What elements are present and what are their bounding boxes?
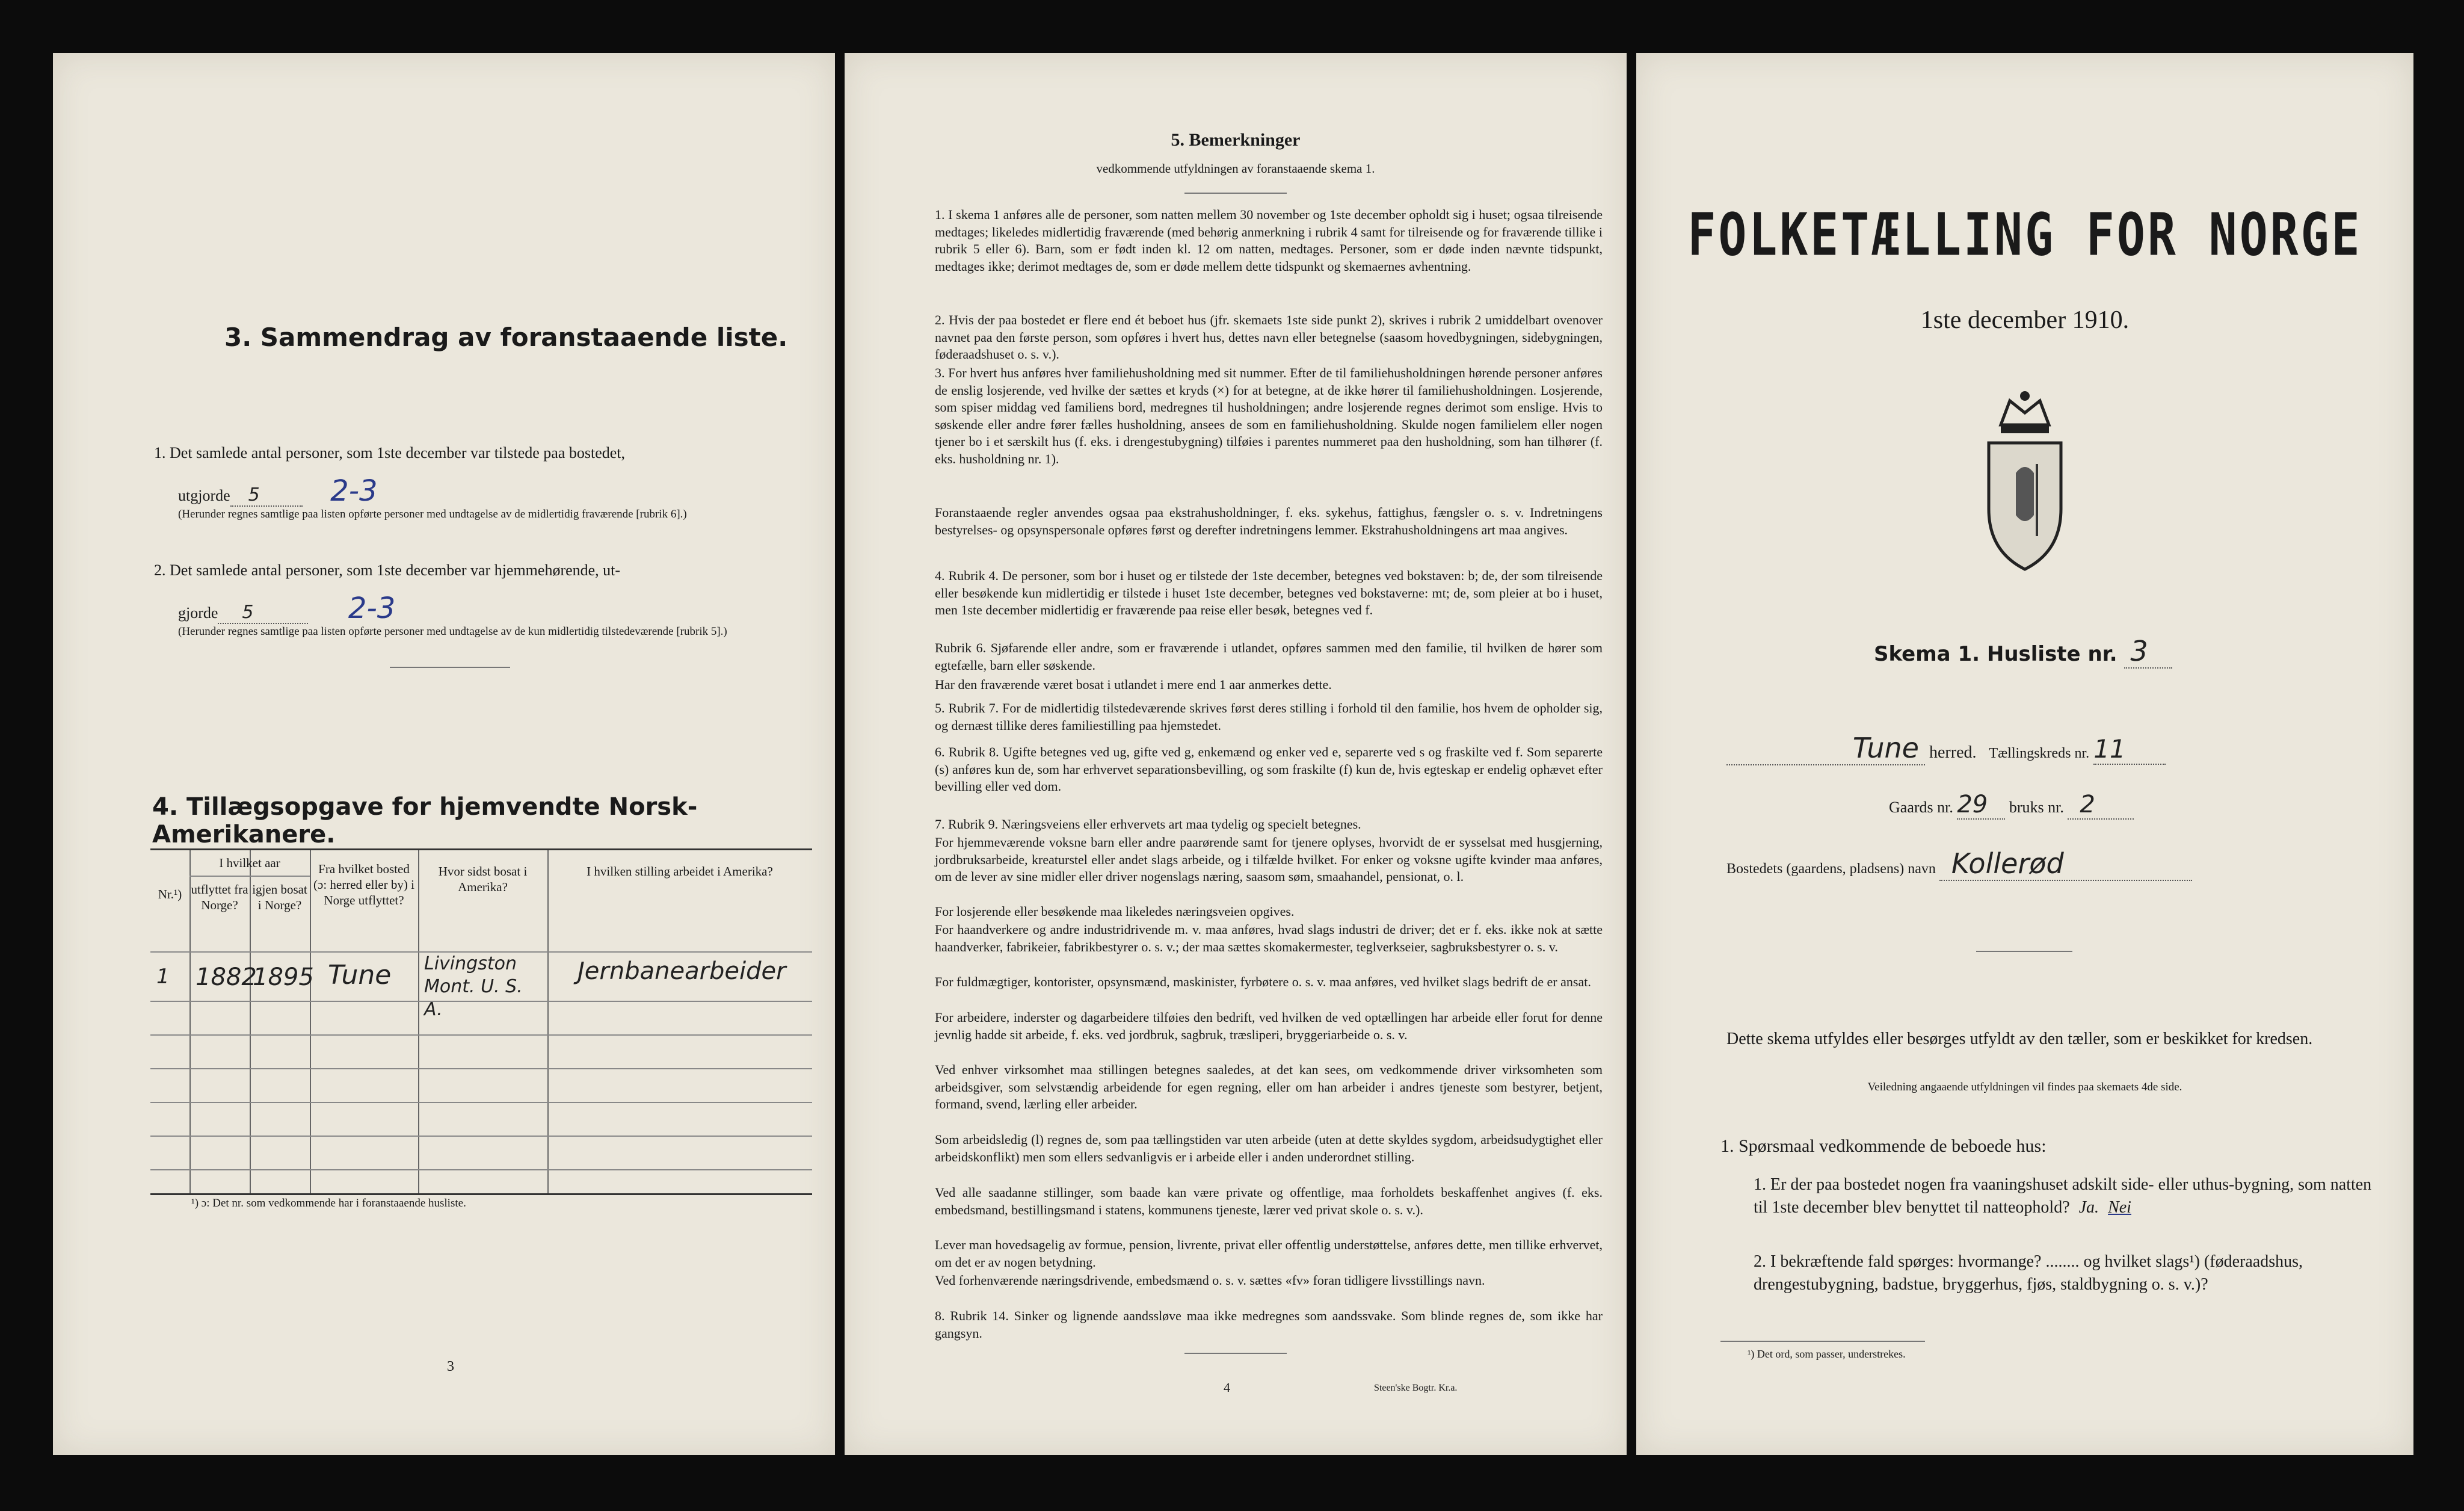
- bosted-line: [1726, 847, 2192, 881]
- header-emigrated: utflyttet fra Norge?: [191, 882, 248, 912]
- page-number: 3: [447, 1359, 454, 1374]
- schema-line: [1874, 635, 2172, 669]
- para-7f: Ved enhver virksomhet maa stillingen betegnes saaledes, at det kan sees, om vedkommende driver virksomheten som arbeidsgiver, som selvstændig arbeidende for egen regning, eller om han arbeider i andres tjeneste som bestyrer, betjent, formand, svend, lærling eller arbeider.: [935, 1062, 1603, 1111]
- row-returned: 1895: [253, 963, 314, 991]
- printer-mark: Steen'ske Bogtr. Kr.a.: [1374, 1383, 1458, 1393]
- row-line: [150, 1102, 812, 1103]
- para-6: 6. Rubrik 8. Ugifte betegnes ved ug, gifte ved g, enkemænd og enker ved e, separerte ved s og fraskilte ved f. Som separerte (s) anføres kun de, som har erhvervet separationsbevilling, og som fraskilte (f) kun de, hvis egteskap er endelig ophævet efter bevilling eller ved dom.: [935, 744, 1603, 794]
- header-from-place: Fra hvilket bosted (ɔ: herred eller by) i Norge utflyttet?: [313, 862, 414, 907]
- col-line: [418, 850, 419, 1193]
- para-5: 5. Rubrik 7. For de midlertidig tilstedeværende skrives først deres stilling i forhold til den familie, hos hvem de opholder sig, og dernæst tillike deres familiestilling paa hjemstedet.: [935, 700, 1603, 733]
- item2-handwritten: 2-3: [348, 592, 396, 625]
- divider: [1184, 193, 1287, 194]
- header-returned: igjen bosat i Norge?: [252, 882, 307, 912]
- bemerkninger-subtitle: vedkommende utfyldningen av foranstaaende skema 1.: [1096, 161, 1375, 176]
- col-line: [547, 850, 549, 1193]
- question-1-text: 1. Er der paa bostedet nogen fra vaaningshuset adskilt side- eller uthus-bygning, som natten til 1ste december blev benyttet til natteophold?: [1754, 1175, 2372, 1217]
- page-1-cover: [1636, 53, 2413, 1455]
- item1-label: utgjorde: [178, 487, 230, 504]
- para-7c: For haandverkere og andre industridrivende m. v. maa anføres, hvad slags industri de driver; det er f. eks. ikke nok at sætte haandverker, fabrikeier, fabrikbestyrer o. s. v.; der maa sættes skomakermester, teglverkseier, sagbruksbestyrer o. s. v.: [935, 922, 1603, 954]
- gaards-value: 29: [1957, 791, 1988, 818]
- bruks-value: 2: [2080, 791, 2095, 818]
- para-3: 3. For hvert hus anføres hver familiehusholdning med sit nummer. Efter de til familiehusholdningen hørende personer anføres de enslig losjerende, ved hvilke der sættes et kryds (×) for at betegne, at de ikke hører til familiehusholdningen. Losjerende, som spiser middag ved familiens bord, medregnes til husholdningen; andre losjerende regnes derimot som enslige. Hvis to søskende eller andre fører fælles husholdning, ansees de som en familiehusholdning. Skulde nogen familielem eller nogen tjener bo i et særskilt hus (f. eks. i drengestubygning) tilføies i parentes nummeret paa den husholdning, som han tilhører (f. eks. husholdning nr. 1).: [935, 365, 1603, 466]
- census-date: 1ste december 1910.: [1920, 306, 2130, 334]
- row-last-america: Livingston Mont. U. S. A.: [424, 953, 523, 1020]
- bruks-label: bruks nr.: [2009, 799, 2064, 816]
- husliste-nr: 3: [2130, 635, 2148, 667]
- header-position: I hvilken stilling arbeidet i Amerika?: [587, 864, 773, 879]
- bosted-value: Kollerød: [1951, 847, 2064, 880]
- para-7a: For hjemmeværende voksne barn eller andre paarørende samt for tjenere oplyses, hvorvidt de er sysselsat med husgjerning, jordbruksarbeide, kreaturstel eller andet slags arbeide, og i tilfælde hvilket. For enker og voksne ugifte kvinder maa anføres, om de lever av sine midler eller driver nogenslags næring, saasom søm, smaahandel, pensionat, o. l.: [935, 835, 1603, 884]
- item1-note: (Herunder regnes samtlige paa listen opførte personer med undtagelse av de midlertidig fraværende [rubrik 6].): [178, 508, 687, 521]
- row-from-place: Tune: [328, 960, 392, 990]
- question-heading: 1. Spørsmaal vedkommende de beboede hus:: [1720, 1136, 2047, 1156]
- para-1: 1. I skema 1 anføres alle de personer, som natten mellem 30 november og 1ste december opholdt sig i huset; ogsaa tilreisende medtages; likeledes midlertidig fraværende (med behørig anmerkning i rubrik 4 samt for tilreisende og for fraværende tillike i rubrik 5 eller 6). Barn, som er født inden kl. 12 om natten, medtages. Personer, som er døde inden nævnte tidspunkt, medtages ikke; derimot medtages de, som er døde mellem dette tidspunkt og skemaernes avhentning.: [935, 207, 1603, 274]
- page-number: 4: [1224, 1380, 1230, 1395]
- item2-note: (Herunder regnes samtlige paa listen opførte personer med undtagelse av de kun midlertidig tilstedeværende [rubrik 5].): [178, 625, 727, 638]
- item1-line: 1. Det samlede antal personer, som 1ste december var tilstede paa bostedet,: [154, 444, 626, 462]
- item1-handwritten: 2-3: [330, 474, 378, 508]
- divider: [390, 667, 510, 668]
- item1-value: 5: [248, 484, 260, 505]
- row-line: [150, 1068, 812, 1069]
- section-4-title: 4. Tillægsopgave for hjemvendte Norsk-Amerikanere.: [152, 793, 698, 848]
- gaards-line: [1889, 791, 2134, 820]
- para-7j: Ved forhenværende næringsdrivende, embedsmænd o. s. v. sættes «fv» foran tidligere livsstillings navn.: [935, 1273, 1485, 1288]
- col-line: [310, 850, 311, 1193]
- bemerkninger-title: 5. Bemerkninger: [1171, 130, 1301, 150]
- para-4-rubrik6: Rubrik 6. Sjøfarende eller andre, som er fraværende i utlandet, opføres sammen med den familie, til hvilken de hører som egtefælle, barn eller søskende.: [935, 640, 1603, 673]
- herred-label: herred.: [1929, 743, 1977, 762]
- schema-label: Skema 1. Husliste nr.: [1874, 642, 2118, 666]
- instruction: Dette skema utfyldes eller besørges utfyldt av den tæller, som er beskikket for kredsen.: [1726, 1030, 2313, 1048]
- herred-line: [1726, 732, 2382, 765]
- gaards-label: Gaards nr.: [1889, 799, 1953, 816]
- para-8: 8. Rubrik 14. Sinker og lignende aandssløve maa ikke medregnes som aandssvake. Som blinde regnes de, som ikke har gangsyn.: [935, 1308, 1603, 1341]
- para-2: 2. Hvis der paa bostedet er flere end ét beboet hus (jfr. skemaets 1ste side punkt 2), skrives i rubrik 2 umiddelbart ovenover navnet paa den første person, som opføres i hvert hus, dettes navn eller betegnelse (saasom hovedbygningen, sidebygningen, føderaadshuset o. s. v.).: [935, 312, 1603, 362]
- main-title: FOLKETÆLLING FOR NORGE: [1687, 201, 2362, 270]
- item2-line: 2. Det samlede antal personer, som 1ste december var hjemmehørende, ut-: [154, 561, 621, 579]
- section-3-title: 3. Sammendrag av foranstaaende liste.: [224, 323, 788, 352]
- kreds-value: 11: [2093, 734, 2126, 764]
- question-2: 2. I bekræftende fald spørges: hvormange? ........ og hvilket slags¹) (føderaadshus, drengestubygning, badstue, bryggerhus, fjøs, staldbygning o. s. v.)?: [1754, 1252, 2303, 1294]
- footnote-divider: [1720, 1341, 1925, 1342]
- header-last-america: Hvor sidst bosat i Amerika?: [438, 864, 528, 894]
- para-7g: Som arbeidsledig (l) regnes de, som paa tællingstiden var uten arbeide (uten at dette skyldes sygdom, arbeidsudygtighet eller arbeidskonflikt) men som ellers sedvanligvis er i arbeide eller i anden underordnet stilling.: [935, 1132, 1603, 1164]
- kreds-label: Tællingskreds nr.: [1989, 746, 2090, 761]
- para-7i: Lever man hovedsagelig av formue, pension, livrente, privat eller offentlig understøttelse, anføres dette, men tillike erhvervet, om det er av nogen betydning.: [935, 1237, 1603, 1270]
- group-line: [189, 876, 310, 877]
- bosted-label: Bostedets (gaardens, pladsens) navn: [1726, 861, 1936, 877]
- item1-answer: [178, 474, 378, 508]
- para-4: 4. Rubrik 4. De personer, som bor i huset og er tilstede der 1ste december, betegnes ved bokstaven: b; de, der som tilreisende eller besøkende kun midlertidig er tilstede i huset 1ste december, betegnes ved bokstaverne: mt; de, som pleier at bo i huset, men 1ste december midlertidig er fraværende paa reise eller besøk, betegnes ved f.: [935, 568, 1603, 617]
- item2-label: gjorde: [178, 604, 218, 622]
- page-4: [845, 53, 1627, 1455]
- row-emigrated: 1882: [196, 963, 257, 991]
- coat-of-arms-icon: [1965, 383, 2085, 575]
- answer-ja: Ja.: [2078, 1198, 2099, 1217]
- row-position: Jernbanearbeider: [578, 957, 786, 985]
- para-3b: Foranstaaende regler anvendes ogsaa paa ekstrahusholdninger, f. eks. sykehus, fattighus, fængsler o. s. v. Indretningens bestyrelses- og opsynspersonale opføres først og derefter indretningens lemmer. Ekstrahusholdningens art maa angives.: [935, 505, 1603, 537]
- para-7h: Ved alle saadanne stillinger, som baade kan være private og offentlige, maa forholdets beskaffenhet angives (f. eks. embedsmand, bestillingsmand i statens, kommunens tjeneste, lærer ved privat skole o. s. v.).: [935, 1185, 1603, 1217]
- divider: [1184, 1353, 1287, 1354]
- para-7e: For arbeidere, inderster og dagarbeidere tilføies den bedrift, ved hvilken de ved optællingen har arbeide eller forut for denne jevnlig hadde sit arbeide, f. eks. ved jordbruk, sagbruk, træsliperi, bryggeriarbeide o. s. v.: [935, 1010, 1603, 1042]
- norsk-amerikanere-table: [150, 848, 812, 1195]
- para-4-bosat: Har den fraværende været bosat i utlandet i mere end 1 aar anmerkes dette.: [935, 677, 1332, 692]
- para-7d: For fuldmægtiger, kontorister, opsynsmænd, maskinister, fyrbøtere o. s. v. maa anføres, ved hvilket slags bedrift de er ansat.: [935, 974, 1591, 989]
- herred-value: Tune: [1852, 732, 1919, 764]
- table-footnote: ¹) ɔ: Det nr. som vedkommende har i foranstaaende husliste.: [191, 1197, 466, 1210]
- row-line: [150, 1136, 812, 1137]
- ornament-divider: [1976, 951, 2072, 952]
- header-year-group: I hvilket aar: [219, 856, 280, 870]
- row-nr: 1: [156, 965, 170, 989]
- cover-footnote: ¹) Det ord, som passer, understrekes.: [1748, 1348, 1906, 1360]
- row-line: [150, 1034, 812, 1036]
- item2-value: 5: [242, 602, 254, 623]
- page-3: [53, 53, 835, 1455]
- para-7: 7. Rubrik 9. Næringsveiens eller erhvervets art maa tydelig og specielt betegnes.: [935, 817, 1361, 832]
- para-7b: For losjerende eller besøkende maa likeledes næringsveien opgives.: [935, 904, 1295, 919]
- question-1: [1754, 1173, 2382, 1219]
- item2-answer: [178, 592, 395, 625]
- row-line: [150, 1169, 812, 1170]
- instruction-small: Veiledning angaaende utfyldningen vil findes paa skemaets 4de side.: [1867, 1081, 2182, 1093]
- header-nr: Nr.¹): [158, 887, 182, 901]
- answer-nei: Nei: [2108, 1198, 2131, 1217]
